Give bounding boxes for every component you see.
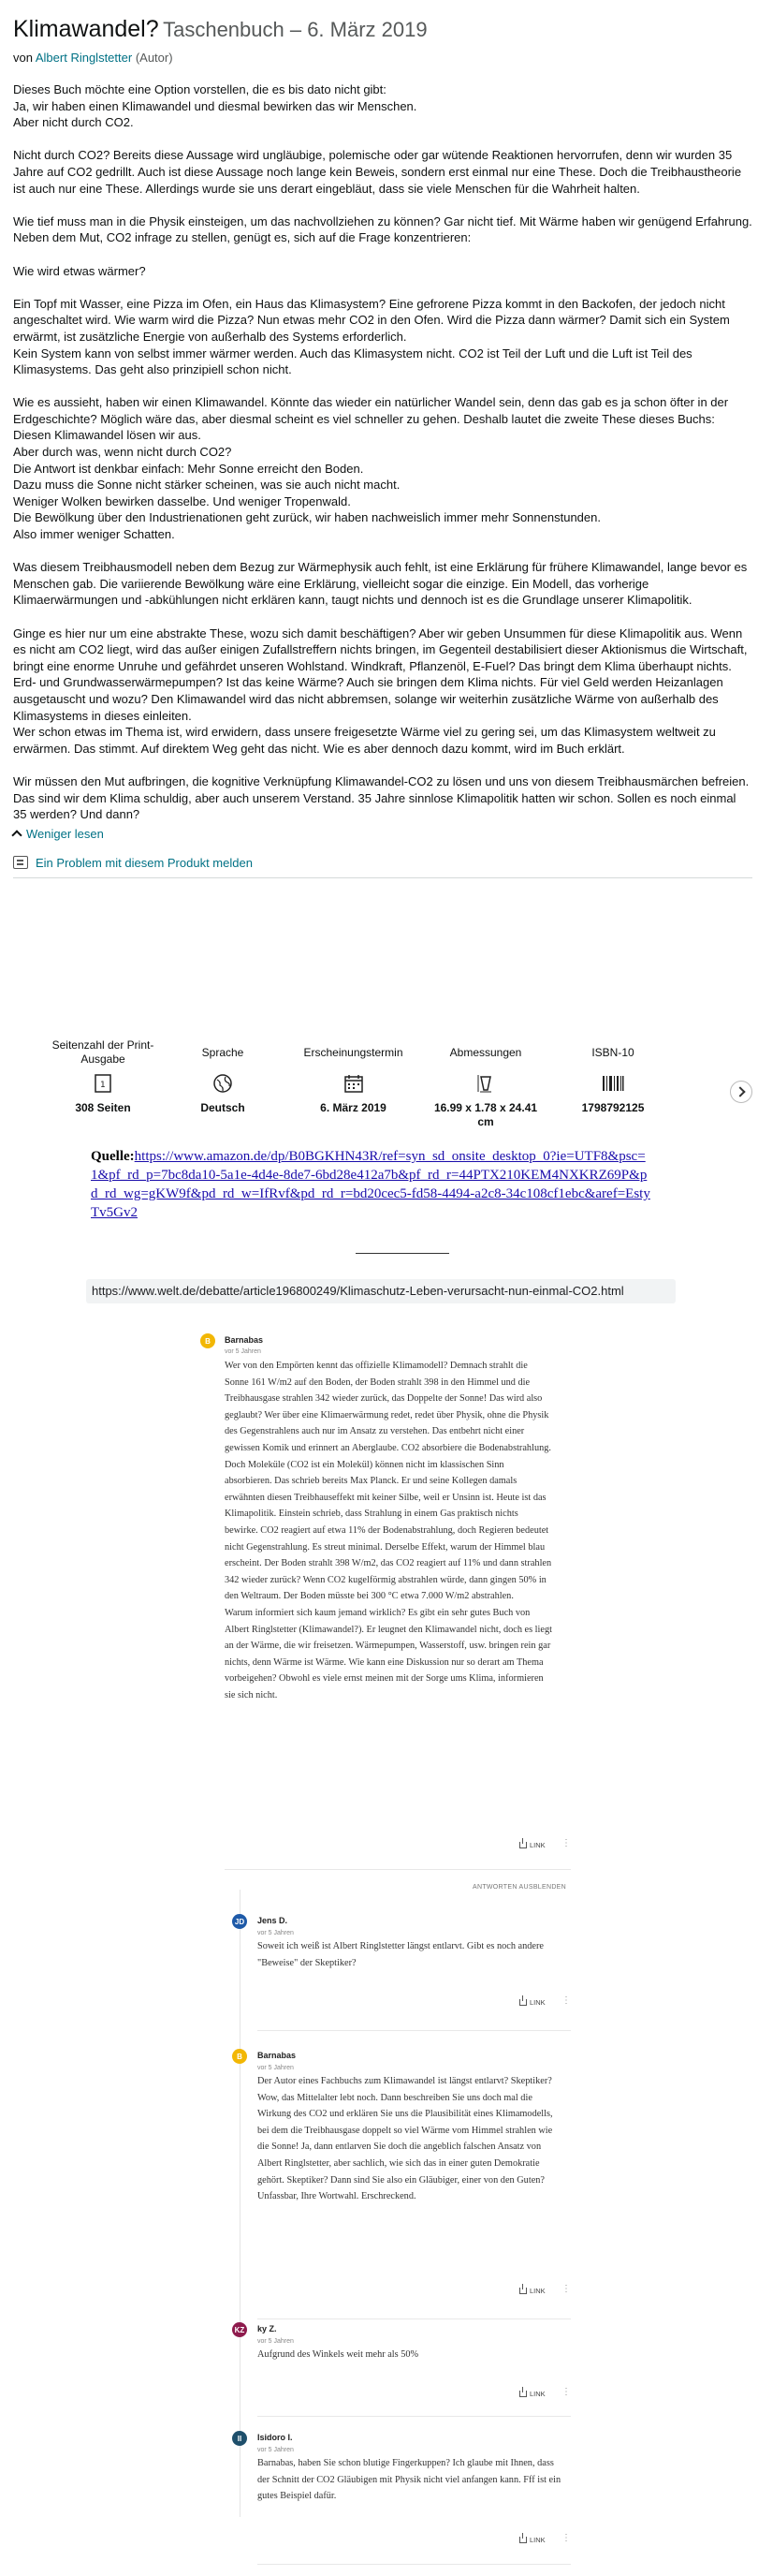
thread-line: [240, 1890, 241, 2517]
comment-text: Soweit ich weiß ist Albert Ringlstetter längst entlarvt. Gibt es noch andere "Beweise" der Skeptiker?: [257, 1941, 544, 1968]
description-paragraph: Ginge es hier nur um eine abstrakte These, wozu sich damit beschäftigen? Aber wir geben Unsummen für diese Klimapolitik aus. Wenn es nicht am CO2 liegt, wird das außer einigen Zufallstreffern nichts bringen, im Gegenteil destabilisiert dieser Aktionismus die Wirtschaft, bringt eine enorme Unruhe und gefährdet unseren Wohlstand. Windkraft, Pflanzenöl, E-Fuel? Das bringt dem Klima überhaupt nichts. Erd- und Grundwasserwärmepumpen? Ist das keine Wärme? Auch sie bringen dem Klima nichts. Für viel Geld werden Heizanlagen ausgetauscht und wozu? Den Klimawandel wird das nicht abbremsen, solange wir weiterhin zusätzliche Wärme von außerhalb des Klimasystems in dieses einleiten.: [13, 626, 748, 723]
share-icon: [519, 1999, 527, 2006]
read-less-label: Weniger lesen: [26, 826, 104, 841]
barcode-icon: [561, 1067, 664, 1099]
detail-value: 6. März 2019: [320, 1101, 386, 1114]
product-section: [0, 0, 758, 878]
read-less-link[interactable]: [13, 827, 745, 841]
avatar: II: [232, 2431, 247, 2446]
paragraph-spacer: [13, 757, 752, 773]
product-format-date: Taschenbuch – 6. März 2019: [163, 18, 428, 41]
detail-label: Sprache: [201, 1045, 244, 1059]
description-paragraph: Also immer weniger Schatten.: [13, 527, 175, 542]
source-block: [91, 1147, 652, 1222]
comment-time: vor 5 Jahren: [257, 2065, 294, 2071]
description-paragraph: Weniger Wolken bewirken dasselbe. Und weniger Tropenwald.: [13, 493, 351, 508]
dimensions-icon: [430, 1067, 541, 1099]
more-options-icon[interactable]: ⋮: [561, 2533, 571, 2543]
comment-time: vor 5 Jahren: [257, 2338, 294, 2345]
avatar: JD: [232, 1914, 247, 1929]
paragraph-spacer: [13, 279, 752, 296]
detail-value: 308 Seiten: [75, 1101, 131, 1114]
detail-language: [171, 1038, 274, 1115]
comment-link-button[interactable]: LINK: [519, 2390, 546, 2398]
description-paragraph: Die Antwort ist denkbar einfach: Mehr Sonne erreicht den Boden.: [13, 461, 364, 476]
detail-label: ISBN-10: [591, 1045, 634, 1059]
author-prefix: von: [13, 51, 33, 65]
more-options-icon[interactable]: ⋮: [561, 2284, 571, 2294]
paragraph-spacer: [13, 246, 752, 263]
report-icon: [13, 856, 28, 869]
comment-author[interactable]: Jens D.: [257, 1916, 288, 1925]
paragraph-spacer: [13, 197, 752, 213]
paragraph-spacer: [13, 378, 752, 395]
avatar: B: [232, 2049, 247, 2064]
share-icon: [519, 2391, 527, 2397]
comment-text: Aufgrund des Winkels weit mehr als 50%: [257, 2349, 419, 2360]
comment-text: Der Autor eines Fachbuchs zum Klimawandel ist längst entlarvt? Skeptiker? Wow, das Mittelalter lebt noch. Dann beschreiben Sie uns doch mal die Wirkung des CO2 und erklären Sie uns die Plausibilität eines Klimamodells, bei dem die Treibhausgase doppelt so viel Wärme vom Himmel strahlen wie die Sonne! Ja, dann entlarven Sie doch die angeblich falschen Ansatz von Albert Ringlstetter, aber sachlich, wie sich das in einer guten Demokratie gehört. Skeptiker? Dann sind Sie also ein Gläubiger, einer von den Guten? Unfassbar, Ihre Wortwahl. Erschreckend.: [257, 2076, 553, 2202]
detail-dimensions: [430, 1038, 541, 1129]
comment-link-button[interactable]: LINK: [519, 2536, 546, 2544]
product-description: [13, 81, 752, 823]
description-paragraph: Ein Topf mit Wasser, eine Pizza im Ofen, ein Haus das Klimasystem? Eine gefrorene Pizza kommt in den Backofen, der jedoch nicht angeschaltet wird. Wie warm wird die Pizza? Nun etwas mehr CO2 in den Ofen. Wird die Pizza dann wärmer? Damit sich ein System erwärmt, ist zusätzliche Energie von außerhalb des Systems erforderlich.: [13, 296, 730, 344]
description-paragraph: Ja, wir haben einen Klimawandel und diesmal bewirken das wir Menschen.: [13, 98, 417, 113]
product-title: Klimawandel?: [13, 16, 159, 42]
description-paragraph: Wie wird etwas wärmer?: [13, 263, 146, 278]
detail-value: 1798792125: [581, 1101, 645, 1114]
comment-time: vor 5 Jahren: [225, 1348, 261, 1355]
description-paragraph: Wir müssen den Mut aufbringen, die kognitive Verknüpfung Klimawandel-CO2 zu lösen und uns von diesem Treibhausmärchen befreien. Das sind wir dem Klima schuldig, aber auch unserem Verstand. 35 Jahre sinnlose Klimapolitik hatten wir schon. Sollen es noch einmal 35 werden? Und dann?: [13, 773, 750, 822]
detail-label: Erscheinungstermin: [303, 1045, 403, 1059]
description-paragraph: Dazu muss die Sonne nicht stärker scheinen, was sie auch nicht macht.: [13, 478, 401, 493]
divider: [257, 2564, 571, 2565]
detail-publication-date: [295, 1038, 412, 1115]
product-details-carousel: [47, 1038, 758, 1136]
more-options-icon[interactable]: ⋮: [561, 1838, 571, 1848]
description-paragraph: Wie tief muss man in die Physik einsteigen, um das nachvollziehen zu können? Gar nicht tief. Mit Wärme haben wir genügend Erfahrung. Neben dem Mut, CO2 infrage zu stellen, genügt es, sich auf die Frage konzentrieren:: [13, 213, 752, 245]
more-options-icon[interactable]: ⋮: [561, 2387, 571, 2397]
description-paragraph: Kein System kann von selbst immer wärmer werden. Auch das Klimasystem nicht. CO2 ist Teil der Luft und die Luft ist Teil des Klimasystems. Das geht also prinzipiell schon nicht.: [13, 346, 692, 377]
comment-text: Wer von den Empörten kennt das offizielle Klimamodell? Demnach strahlt die Sonne 161 W/m2 auf den Boden, der Boden strahlt 398 in den Himmel und die Treibhausgase strahlen 342 wieder zurück, das Doppelte der Sonne! Das wird also geglaubt? Wer über eine Klimaerwärmung redet, redet über Physik, ohne die Physik des Gegenstrahlens auch nur im Ansatz zu verstehen. Das entbehrt nicht einer gewissen Komik und erinnert an Aberglaube. CO2 absorbiere die Bodenabstrahlung. Doch Moleküle (CO2 ist ein Molekül) können nicht im klassischen Sinn absorbieren. Das schrieb bereits Max Planck. Er und seine Kollegen damals erwähnten diesen Treibhauseffekt mit keiner Silbe, weil er Unsinn ist. Heute ist das Klimapolitik. Einstein schrieb, dass Strahlung in einem Gas praktisch nichts bewirke. CO2 reagiert auf etwa 11% der Bodenabstrahlung, doch Regieren bedeutet nicht Gegenstrahlung. Es streut minimal. Derselbe Effekt, warum der Himmel blau erscheint. Der Boden strahlt 398 W/m2, das CO2 reagiert auf 11% und dann strahlen 342 wieder zurück? Wenn CO2 kugelförmig abstrahlen würde, dann gingen 50% in den Weltraum. Der Boden müsste bei 300 °C etwa 7.000 W/m2 abstrahlen. Warum informiert sich kaum jemand wirklich? Es gibt ein sehr gutes Buch von Albert Ringlstetter (Klimawandel?). Er leugnet den Klimawandel nicht, doch es liegt an der Wärme, die wir freisetzen. Wärmepumpen, Wasserstoff, usw. bringen rein gar nichts, denn Wärme ist Wärme. Wie kann eine Diskussion nur so derart am Thema vorbeigehen? Obwohl es viele ernst meinen mit der Sorge ums Klima, informieren sie sich nicht.: [225, 1361, 552, 1700]
share-icon: [519, 2537, 527, 2543]
avatar: B: [200, 1333, 215, 1348]
detail-value: 16.99 x 1.78 x 24.41 cm: [433, 1101, 538, 1128]
comment-link-button[interactable]: LINK: [519, 2287, 546, 2295]
description-paragraph: Wer schon etwas im Thema ist, wird erwidern, dass unsere freigesetzte Wärme viel zu gering sei, um das Klimasystem weltweit zu erwärmen. Das stimmt. Auf direktem Weg geht das nicht. Wie es aber dennoch dazu kommt, wird im Buch erklärt.: [13, 725, 716, 756]
description-paragraph: Wie es aussieht, haben wir einen Klimawandel. Könnte das wieder ein natürlicher Wandel sein, denn das gab es ja schon öfter in der Erdgeschichte? Möglich wäre das, aber diesmal scheint es viel schneller zu gehen. Deshalb lautet die zweite These dieses Buchs: Diesen Klimawandel lösen wir aus.: [13, 395, 729, 443]
source-label: Quelle:: [91, 1149, 135, 1164]
divider: [225, 1869, 571, 1870]
paragraph-spacer: [13, 131, 752, 148]
author-link[interactable]: Albert Ringlstetter: [35, 51, 133, 65]
share-icon: [519, 2288, 527, 2294]
comment-link-button[interactable]: LINK: [519, 1841, 546, 1849]
comment-author[interactable]: Barnabas: [257, 2051, 297, 2060]
source-divider: [356, 1253, 449, 1254]
divider: [257, 2030, 571, 2031]
product-title-line: [13, 13, 745, 49]
globe-icon: [171, 1067, 274, 1099]
chevron-up-icon: [11, 831, 22, 841]
comment-time: vor 5 Jahren: [257, 1930, 294, 1936]
comment-author[interactable]: ky Z.: [257, 2324, 277, 2333]
report-problem-label: Ein Problem mit diesem Produkt melden: [36, 855, 253, 870]
description-paragraph: Was diesem Treibhausmodell neben dem Bezug zur Wärmephysik auch fehlt, ist eine Erklärung für frühere Klimawandel, lange bevor es Menschen gab. Die variierende Bewölkung wäre eine Erklärung, vielleicht sogar die einzige. Ein Modell, das vorherige Klimaerwärmungen und -abkühlungen nicht erklären kann, taugt nichts und dennoch ist es die Grundlage unserer Klimapolitik.: [13, 560, 748, 608]
avatar: KZ: [232, 2322, 247, 2337]
source-link[interactable]: https://www.amazon.de/dp/B0BGKHN43R/ref=syn_sd_onsite_desktop_0?ie=UTF8&psc=1&pf_rd_p=7bc8da10-5a1e-4d4e-8de7-6bd28e412a7b&pf_rd_r=44PTX210KEM4NXKRZ69P&pd_rd_wg=gKW9f&pd_rd_w=IfRvf&pd_rd_r=bd20cec5-fd58-4494-a2c8-34c108cf1ebc&aref=EstyTv5Gv2: [91, 1149, 650, 1220]
description-paragraph: Nicht durch CO2? Bereits diese Aussage wird ungläubige, polemische oder gar wütende Reaktionen hervorrufen, denn wir wurden 35 Jahre auf CO2 gedrillt. Auch ist diese Aussage noch lange kein Beweis, sondern erst einmal nur eine These. Doch die Treibhaustheorie ist auch nur eine These. Allerdings wurde sie uns derart eingebläut, dass sie viele Menschen für die Wahrheit halten.: [13, 148, 742, 196]
comment-author[interactable]: Barnabas: [225, 1335, 264, 1345]
author-line: [13, 51, 745, 65]
comment-text: Barnabas, haben Sie schon blutige Fingerkuppen? Ich glaube mit Ihnen, dass der Schnitt der CO2 Gläubigen mit Physik nicht viel anfangen kann. Fff ist ein gutes Beispiel dafür.: [257, 2458, 561, 2502]
comment-link-button[interactable]: LINK: [519, 1998, 546, 2007]
description-paragraph: Aber nicht durch CO2.: [13, 115, 134, 130]
pages-icon: [47, 1067, 159, 1099]
calendar-icon: [295, 1067, 412, 1099]
hide-replies-button[interactable]: ANTWORTEN AUSBLENDEN: [473, 1884, 566, 1891]
author-role: (Autor): [135, 51, 173, 65]
description-paragraph: Aber durch was, wenn nicht durch CO2?: [13, 445, 232, 460]
divider: [257, 2416, 571, 2417]
paragraph-spacer: [13, 609, 752, 626]
report-problem-link[interactable]: [13, 856, 752, 878]
carousel-next-button[interactable]: [730, 1081, 752, 1103]
detail-label: Abmessungen: [449, 1045, 522, 1059]
detail-label: Seitenzahl der Print-Ausgabe: [51, 1038, 154, 1066]
divider: [257, 2318, 571, 2319]
description-paragraph: Dieses Buch möchte eine Option vorstellen, die es bis dato nicht gibt:: [13, 82, 386, 96]
comment-author[interactable]: Isidoro I.: [257, 2433, 293, 2442]
svg-text:1: 1: [100, 1081, 106, 1090]
article-url[interactable]: https://www.welt.de/debatte/article196800249/Klimaschutz-Leben-verursacht-nun-einmal-CO2.html: [86, 1279, 676, 1303]
description-paragraph: Die Bewölkung über den Industrienationen geht zurück, wir haben nachweislich immer mehr Sonnenstunden.: [13, 510, 601, 525]
comment-time: vor 5 Jahren: [257, 2447, 294, 2453]
share-icon: [519, 1842, 527, 1848]
more-options-icon[interactable]: ⋮: [561, 1995, 571, 2006]
detail-pages: [47, 1038, 159, 1115]
paragraph-spacer: [13, 543, 752, 560]
detail-isbn: [561, 1038, 664, 1115]
detail-value: Deutsch: [200, 1101, 245, 1114]
